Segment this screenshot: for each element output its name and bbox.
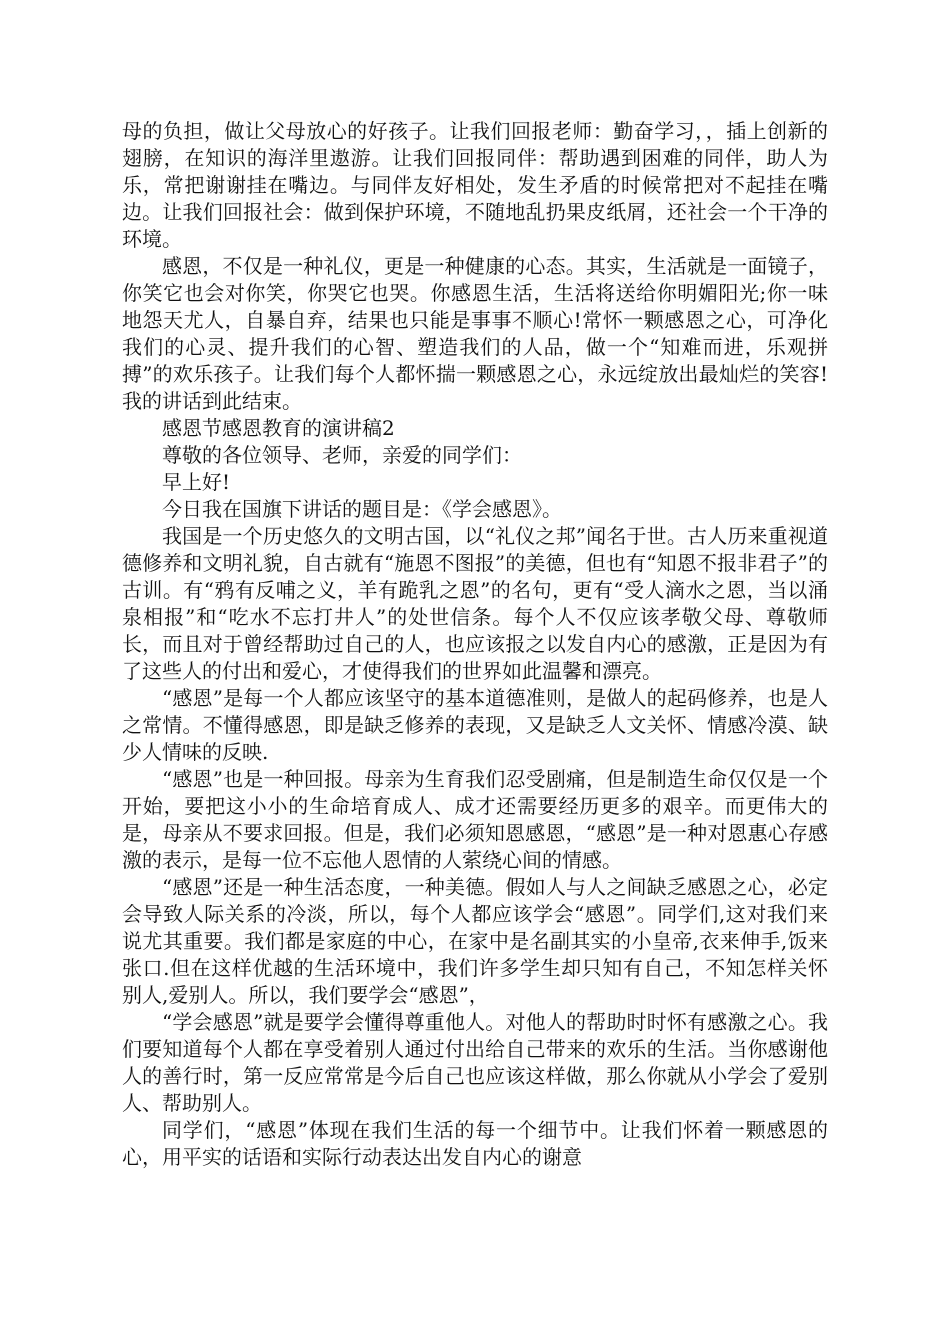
section-title: 感恩节感恩教育的演讲稿2: [162, 416, 395, 440]
greeting: 早上好!: [162, 470, 231, 494]
salutation: 尊敬的各位领导、老师，亲爱的同学们：: [162, 443, 522, 467]
paragraph-9: “感恩”也是一种回报。母亲为生育我们忍受剧痛，但是制造生命仅仅是一个开始，要把这小小的生命培育成人、成才还需要经历更多的艰辛。而更伟大的是，母亲从不要求回报。但是，我们必须知恩感恩，“感恩”是一种对恩惠心存感激的表示，是每一位不忘他人恩情的人萦绕心间的情感。: [122, 767, 828, 872]
paragraph-12: 同学们，“感恩”体现在我们生活的每一个细节中。让我们怀着一颗感恩的心，用平实的话语和实际行动表达出发自内心的谢意: [122, 1118, 828, 1169]
paragraph-1: 母的负担，做让父母放心的好孩子。让我们回报老师：勤奋学习，，插上创新的翅膀，在知识的海洋里遨游。让我们回报同伴：帮助遇到困难的同伴，助人为乐，常把谢谢挂在嘴边。与同伴友好相处，发生矛盾的时候常把对不起挂在嘴边。让我们回报社会：做到保护环境，不随地乱扔果皮纸屑，还社会一个干净的环境。: [122, 119, 828, 251]
speech-topic: 今日我在国旗下讲话的题目是：《学会感恩》。: [162, 497, 562, 521]
paragraph-8: “感恩”是每一个人都应该坚守的基本道德准则，是做人的起码修养，也是人之常情。不懂得感恩，即是缺乏修养的表现，又是缺乏人文关怀、情感冷漠、缺少人情味的反映.: [122, 686, 828, 764]
paragraph-2: 感恩，不仅是一种礼仪，更是一种健康的心态。其实，生活就是一面镜子，你笑它也会对你笑，你哭它也哭。你感恩生活，生活将送给你明媚阳光;你一味地怨天尤人，自暴自弃，结果也只能是事事不顺心!常怀一颗感恩之心，可净化我们的心灵、提升我们的心智、塑造我们的人品，做一个“知难而进，乐观拼搏”的欢乐孩子。让我们每个人都怀揣一颗感恩之心，永远绽放出最灿烂的笑容!我的讲话到此结束。: [122, 254, 828, 413]
paragraph-11: “学会感恩”就是要学会懂得尊重他人。对他人的帮助时时怀有感激之心。我们要知道每个人都在享受着别人通过付出给自己带来的欢乐的生活。当你感谢他人的善行时，第一反应常常是今后自己也应该这样做，那么你就从小学会了爱别人、帮助别人。: [122, 1010, 828, 1115]
paragraph-7: 我国是一个历史悠久的文明古国，以“礼仪之邦”闻名于世。古人历来重视道德修养和文明礼貌，自古就有“施恩不图报”的美德，但也有“知恩不报非君子”的古训。有“鸦有反哺之义，羊有跪乳之恩”的名句，更有“受人滴水之恩，当以涌泉相报”和“吃水不忘打井人”的处世信条。每个人不仅应该孝敬父母、尊敬师长，而且对于曾经帮助过自己的人，也应该报之以发自内心的感激，正是因为有了这些人的付出和爱心，才使得我们的世界如此温馨和漂亮。: [122, 524, 828, 683]
document-body: [122, 118, 828, 1171]
paragraph-10: “感恩”还是一种生活态度，一种美德。假如人与人之间缺乏感恩之心，必定会导致人际关系的冷淡，所以，每个人都应该学会“感恩”。同学们,这对我们来说尤其重要。我们都是家庭的中心，在家中是名副其实的小皇帝,衣来伸手,饭来张口.但在这样优越的生活环境中，我们许多学生却只知有自己，不知怎样关怀别人,爱别人。所以，我们要学会“感恩”，: [122, 875, 828, 1007]
